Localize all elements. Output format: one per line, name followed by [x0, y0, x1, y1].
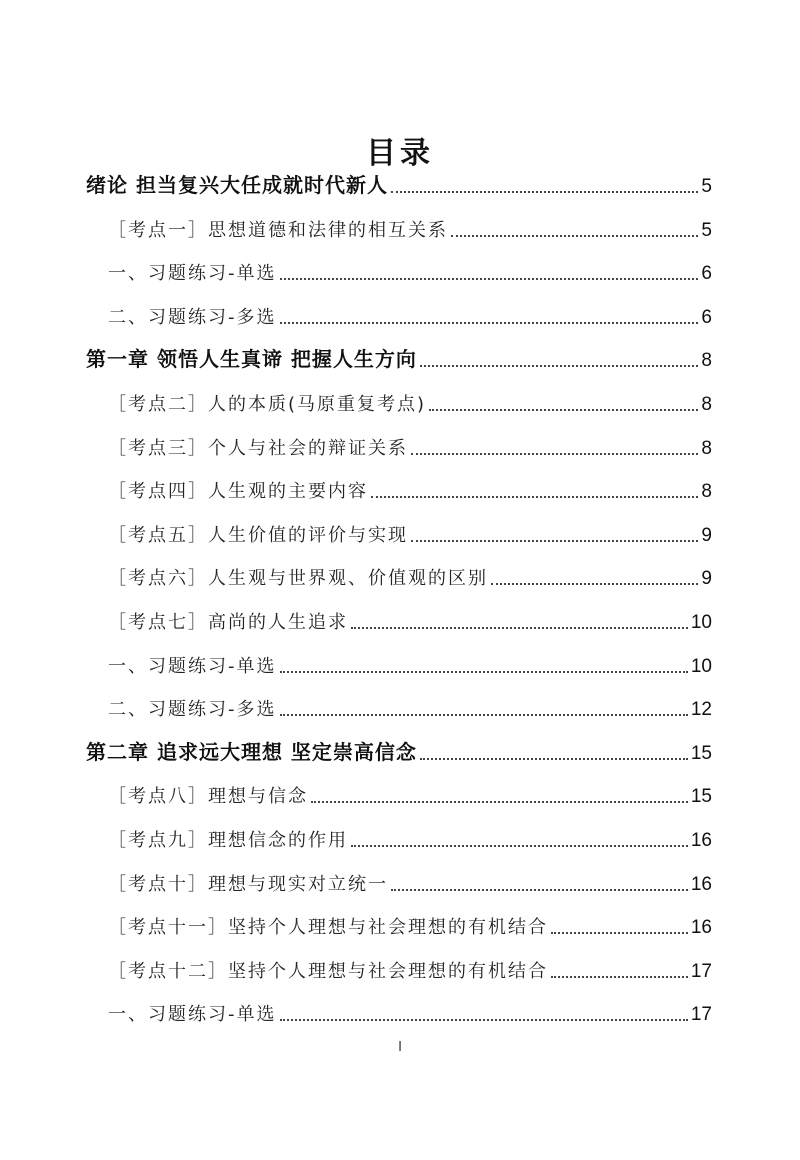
toc-entry-page: 6: [701, 263, 712, 285]
toc-entry-page: 16: [690, 830, 712, 851]
toc-chapter-entry[interactable]: [86, 168, 712, 198]
toc-entry-page: 8: [701, 350, 712, 372]
toc-entry-label: ［考点四］人生观的主要内容: [108, 481, 368, 503]
toc-entry-page: 10: [690, 612, 712, 633]
toc-entry-label: 一、习题练习-单选: [108, 263, 277, 285]
dot-leader: [351, 845, 688, 847]
page-number-footer: I: [398, 1040, 402, 1055]
toc-entry-page: 8: [701, 394, 712, 415]
toc-section-entry[interactable]: [108, 953, 712, 983]
toc-section-entry[interactable]: [108, 299, 712, 329]
toc-entry-label: ［考点六］人生观与世界观、价值观的区别: [108, 568, 488, 590]
toc-entry-page: 5: [701, 176, 712, 197]
toc-entry-label: ［考点二］人的本质(马原重复考点): [108, 394, 427, 415]
toc-section-entry[interactable]: [108, 430, 712, 460]
toc-section-entry[interactable]: [108, 473, 712, 503]
toc-section-entry[interactable]: [108, 648, 712, 678]
toc-section-entry[interactable]: [108, 778, 712, 808]
toc-entry-page: 16: [690, 873, 712, 895]
toc-entry-page: 16: [690, 917, 712, 939]
toc-entry-page: 10: [690, 655, 712, 677]
toc-section-entry[interactable]: [108, 691, 712, 721]
toc-entry-label: 二、习题练习-多选: [108, 699, 277, 721]
dot-leader: [311, 801, 688, 803]
toc-entry-page: 6: [701, 306, 712, 328]
toc-entry-label: ［考点一］思想道德和法律的相互关系: [108, 219, 448, 241]
toc-entry-page: 17: [690, 1004, 712, 1026]
dot-leader: [371, 496, 698, 498]
toc-section-entry[interactable]: [108, 386, 712, 416]
toc-entry-label: 一、习题练习-单选: [108, 655, 277, 677]
toc-entry-page: 15: [690, 786, 712, 808]
toc-entry-label: ［考点十一］坚持个人理想与社会理想的有机结合: [108, 917, 548, 939]
dot-leader: [391, 191, 698, 193]
toc-entry-page: 5: [701, 219, 712, 241]
dot-leader: [411, 540, 698, 542]
dot-leader: [411, 453, 698, 455]
toc-entry-label: ［考点九］理想信念的作用: [108, 830, 348, 851]
toc-entry-label: 二、习题练习-多选: [108, 306, 277, 328]
toc-entry-page: 8: [701, 437, 712, 459]
toc-entry-label: 绪论 担当复兴大任成就时代新人: [86, 173, 388, 197]
toc-entry-label: 第二章 追求远大理想 坚定崇高信念: [86, 739, 417, 764]
dot-leader: [280, 671, 688, 673]
dot-leader: [280, 714, 688, 716]
dot-leader: [420, 365, 698, 367]
dot-leader: [551, 932, 688, 934]
dot-leader: [420, 758, 688, 760]
toc-section-entry[interactable]: [108, 255, 712, 285]
toc-entry-page: 12: [690, 699, 712, 721]
toc-section-entry[interactable]: [108, 604, 712, 634]
dot-leader: [280, 322, 699, 324]
toc-section-entry[interactable]: [108, 822, 712, 852]
toc-entry-label: ［考点三］个人与社会的辩证关系: [108, 437, 408, 459]
toc-section-entry[interactable]: [108, 996, 712, 1026]
dot-leader: [351, 627, 688, 629]
dot-leader: [551, 976, 688, 978]
toc-section-entry[interactable]: [108, 517, 712, 547]
toc-entry-page: 15: [690, 742, 712, 764]
toc-entry-page: 17: [690, 960, 712, 982]
toc-entry-label: ［考点八］理想与信念: [108, 786, 308, 808]
dot-leader: [451, 235, 698, 237]
toc-entry-label: ［考点七］高尚的人生追求: [108, 612, 348, 633]
dot-leader: [491, 583, 698, 585]
toc-section-entry[interactable]: [108, 212, 712, 242]
dot-leader: [391, 889, 688, 891]
dot-leader: [429, 409, 698, 411]
toc-section-entry[interactable]: [108, 560, 712, 590]
toc-entry-label: ［考点十］理想与现实对立统一: [108, 873, 388, 895]
toc-entry-page: 9: [701, 524, 712, 546]
toc-section-entry[interactable]: [108, 866, 712, 896]
toc-entry-label: 一、习题练习-单选: [108, 1004, 277, 1026]
toc-section-entry[interactable]: [108, 909, 712, 939]
dot-leader: [280, 1019, 688, 1021]
toc-chapter-entry[interactable]: [86, 342, 712, 372]
toc-entry-label: 第一章 领悟人生真谛 把握人生方向: [86, 347, 417, 372]
toc-entry-label: ［考点五］人生价值的评价与实现: [108, 524, 408, 546]
toc-title: 目录: [366, 136, 434, 171]
toc-entry-page: 8: [701, 481, 712, 503]
dot-leader: [280, 278, 699, 280]
toc-entry-page: 9: [701, 568, 712, 590]
toc-chapter-entry[interactable]: [86, 735, 712, 765]
toc-entry-label: ［考点十二］坚持个人理想与社会理想的有机结合: [108, 960, 548, 982]
